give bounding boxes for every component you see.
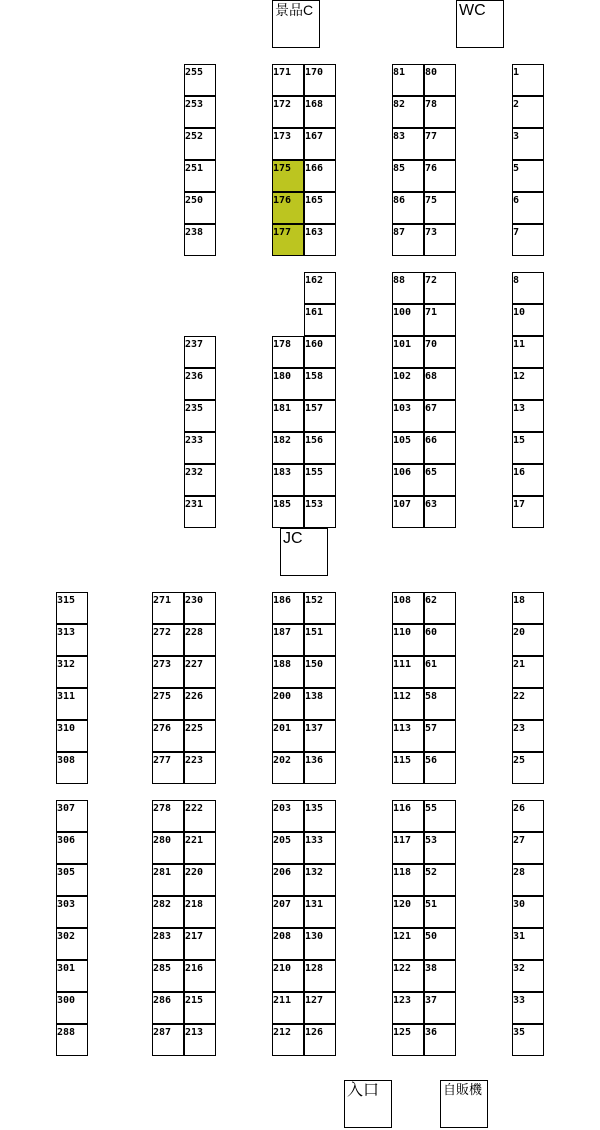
booth-37[interactable]: 37 <box>424 992 456 1024</box>
booth-235[interactable]: 235 <box>184 400 216 432</box>
booth-111[interactable]: 111 <box>392 656 424 688</box>
booth-283[interactable]: 283 <box>152 928 184 960</box>
booth-32[interactable]: 32 <box>512 960 544 992</box>
booth-11[interactable]: 11 <box>512 336 544 368</box>
booth-217[interactable]: 217 <box>184 928 216 960</box>
booth-313[interactable]: 313 <box>56 624 88 656</box>
booth-1[interactable]: 1 <box>512 64 544 96</box>
booth-61[interactable]: 61 <box>424 656 456 688</box>
booth-101[interactable]: 101 <box>392 336 424 368</box>
booth-182[interactable]: 182 <box>272 432 304 464</box>
booth-125[interactable]: 125 <box>392 1024 424 1056</box>
booth-230[interactable]: 230 <box>184 592 216 624</box>
booth-60[interactable]: 60 <box>424 624 456 656</box>
booth-130[interactable]: 130 <box>304 928 336 960</box>
booth-308[interactable]: 308 <box>56 752 88 784</box>
booth-105[interactable]: 105 <box>392 432 424 464</box>
booth-118[interactable]: 118 <box>392 864 424 896</box>
booth-81[interactable]: 81 <box>392 64 424 96</box>
booth-36[interactable]: 36 <box>424 1024 456 1056</box>
booth-122[interactable]: 122 <box>392 960 424 992</box>
prize-corner-label: 景品C <box>272 0 320 48</box>
booth-10[interactable]: 10 <box>512 304 544 336</box>
booth-171[interactable]: 171 <box>272 64 304 96</box>
booth-237[interactable]: 237 <box>184 336 216 368</box>
booth-212[interactable]: 212 <box>272 1024 304 1056</box>
booth-75[interactable]: 75 <box>424 192 456 224</box>
booth-158[interactable]: 158 <box>304 368 336 400</box>
booth-80[interactable]: 80 <box>424 64 456 96</box>
booth-206[interactable]: 206 <box>272 864 304 896</box>
booth-85[interactable]: 85 <box>392 160 424 192</box>
booth-23[interactable]: 23 <box>512 720 544 752</box>
booth-272[interactable]: 272 <box>152 624 184 656</box>
booth-312[interactable]: 312 <box>56 656 88 688</box>
booth-255[interactable]: 255 <box>184 64 216 96</box>
booth-68[interactable]: 68 <box>424 368 456 400</box>
booth-86[interactable]: 86 <box>392 192 424 224</box>
booth-153[interactable]: 153 <box>304 496 336 528</box>
booth-188[interactable]: 188 <box>272 656 304 688</box>
booth-281[interactable]: 281 <box>152 864 184 896</box>
booth-50[interactable]: 50 <box>424 928 456 960</box>
booth-106[interactable]: 106 <box>392 464 424 496</box>
booth-275[interactable]: 275 <box>152 688 184 720</box>
booth-236[interactable]: 236 <box>184 368 216 400</box>
booth-180[interactable]: 180 <box>272 368 304 400</box>
booth-22[interactable]: 22 <box>512 688 544 720</box>
booth-223[interactable]: 223 <box>184 752 216 784</box>
booth-58[interactable]: 58 <box>424 688 456 720</box>
booth-127[interactable]: 127 <box>304 992 336 1024</box>
booth-83[interactable]: 83 <box>392 128 424 160</box>
booth-128[interactable]: 128 <box>304 960 336 992</box>
booth-110[interactable]: 110 <box>392 624 424 656</box>
booth-107[interactable]: 107 <box>392 496 424 528</box>
booth-228[interactable]: 228 <box>184 624 216 656</box>
booth-150[interactable]: 150 <box>304 656 336 688</box>
booth-156[interactable]: 156 <box>304 432 336 464</box>
booth-185[interactable]: 185 <box>272 496 304 528</box>
booth-35[interactable]: 35 <box>512 1024 544 1056</box>
booth-303[interactable]: 303 <box>56 896 88 928</box>
booth-288[interactable]: 288 <box>56 1024 88 1056</box>
booth-282[interactable]: 282 <box>152 896 184 928</box>
booth-12[interactable]: 12 <box>512 368 544 400</box>
booth-26[interactable]: 26 <box>512 800 544 832</box>
booth-187[interactable]: 187 <box>272 624 304 656</box>
booth-25[interactable]: 25 <box>512 752 544 784</box>
booth-226[interactable]: 226 <box>184 688 216 720</box>
booth-136[interactable]: 136 <box>304 752 336 784</box>
booth-131[interactable]: 131 <box>304 896 336 928</box>
booth-66[interactable]: 66 <box>424 432 456 464</box>
booth-253[interactable]: 253 <box>184 96 216 128</box>
booth-30[interactable]: 30 <box>512 896 544 928</box>
booth-227[interactable]: 227 <box>184 656 216 688</box>
booth-208[interactable]: 208 <box>272 928 304 960</box>
booth-5[interactable]: 5 <box>512 160 544 192</box>
booth-271[interactable]: 271 <box>152 592 184 624</box>
booth-168[interactable]: 168 <box>304 96 336 128</box>
booth-273[interactable]: 273 <box>152 656 184 688</box>
booth-213[interactable]: 213 <box>184 1024 216 1056</box>
vending-machine-label: 自販機 <box>440 1080 488 1128</box>
booth-13[interactable]: 13 <box>512 400 544 432</box>
booth-73[interactable]: 73 <box>424 224 456 256</box>
booth-231[interactable]: 231 <box>184 496 216 528</box>
booth-222[interactable]: 222 <box>184 800 216 832</box>
booth-151[interactable]: 151 <box>304 624 336 656</box>
booth-207[interactable]: 207 <box>272 896 304 928</box>
booth-57[interactable]: 57 <box>424 720 456 752</box>
booth-56[interactable]: 56 <box>424 752 456 784</box>
booth-123[interactable]: 123 <box>392 992 424 1024</box>
booth-152[interactable]: 152 <box>304 592 336 624</box>
booth-175[interactable]: 175 <box>272 160 304 192</box>
booth-302[interactable]: 302 <box>56 928 88 960</box>
booth-205[interactable]: 205 <box>272 832 304 864</box>
booth-300[interactable]: 300 <box>56 992 88 1024</box>
booth-126[interactable]: 126 <box>304 1024 336 1056</box>
booth-117[interactable]: 117 <box>392 832 424 864</box>
booth-76[interactable]: 76 <box>424 160 456 192</box>
booth-167[interactable]: 167 <box>304 128 336 160</box>
booth-62[interactable]: 62 <box>424 592 456 624</box>
booth-178[interactable]: 178 <box>272 336 304 368</box>
booth-181[interactable]: 181 <box>272 400 304 432</box>
booth-70[interactable]: 70 <box>424 336 456 368</box>
booth-155[interactable]: 155 <box>304 464 336 496</box>
booth-307[interactable]: 307 <box>56 800 88 832</box>
booth-17[interactable]: 17 <box>512 496 544 528</box>
booth-132[interactable]: 132 <box>304 864 336 896</box>
booth-278[interactable]: 278 <box>152 800 184 832</box>
booth-63[interactable]: 63 <box>424 496 456 528</box>
booth-28[interactable]: 28 <box>512 864 544 896</box>
booth-53[interactable]: 53 <box>424 832 456 864</box>
booth-172[interactable]: 172 <box>272 96 304 128</box>
booth-173[interactable]: 173 <box>272 128 304 160</box>
booth-67[interactable]: 67 <box>424 400 456 432</box>
booth-286[interactable]: 286 <box>152 992 184 1024</box>
booth-211[interactable]: 211 <box>272 992 304 1024</box>
booth-16[interactable]: 16 <box>512 464 544 496</box>
booth-72[interactable]: 72 <box>424 272 456 304</box>
booth-280[interactable]: 280 <box>152 832 184 864</box>
booth-177[interactable]: 177 <box>272 224 304 256</box>
booth-162[interactable]: 162 <box>304 272 336 304</box>
booth-138[interactable]: 138 <box>304 688 336 720</box>
booth-176[interactable]: 176 <box>272 192 304 224</box>
booth-52[interactable]: 52 <box>424 864 456 896</box>
booth-183[interactable]: 183 <box>272 464 304 496</box>
booth-203[interactable]: 203 <box>272 800 304 832</box>
booth-102[interactable]: 102 <box>392 368 424 400</box>
booth-88[interactable]: 88 <box>392 272 424 304</box>
booth-2[interactable]: 2 <box>512 96 544 128</box>
entrance-label: 入口 <box>344 1080 392 1128</box>
booth-65[interactable]: 65 <box>424 464 456 496</box>
booth-310[interactable]: 310 <box>56 720 88 752</box>
booth-221[interactable]: 221 <box>184 832 216 864</box>
booth-112[interactable]: 112 <box>392 688 424 720</box>
booth-305[interactable]: 305 <box>56 864 88 896</box>
booth-165[interactable]: 165 <box>304 192 336 224</box>
booth-38[interactable]: 38 <box>424 960 456 992</box>
booth-285[interactable]: 285 <box>152 960 184 992</box>
booth-218[interactable]: 218 <box>184 896 216 928</box>
booth-210[interactable]: 210 <box>272 960 304 992</box>
booth-77[interactable]: 77 <box>424 128 456 160</box>
booth-311[interactable]: 311 <box>56 688 88 720</box>
booth-250[interactable]: 250 <box>184 192 216 224</box>
booth-306[interactable]: 306 <box>56 832 88 864</box>
booth-20[interactable]: 20 <box>512 624 544 656</box>
booth-121[interactable]: 121 <box>392 928 424 960</box>
wc-label: WC <box>456 0 504 48</box>
booth-51[interactable]: 51 <box>424 896 456 928</box>
booth-287[interactable]: 287 <box>152 1024 184 1056</box>
booth-161[interactable]: 161 <box>304 304 336 336</box>
booth-8[interactable]: 8 <box>512 272 544 304</box>
booth-115[interactable]: 115 <box>392 752 424 784</box>
booth-201[interactable]: 201 <box>272 720 304 752</box>
booth-55[interactable]: 55 <box>424 800 456 832</box>
booth-166[interactable]: 166 <box>304 160 336 192</box>
booth-87[interactable]: 87 <box>392 224 424 256</box>
booth-251[interactable]: 251 <box>184 160 216 192</box>
booth-238[interactable]: 238 <box>184 224 216 256</box>
booth-277[interactable]: 277 <box>152 752 184 784</box>
booth-163[interactable]: 163 <box>304 224 336 256</box>
booth-137[interactable]: 137 <box>304 720 336 752</box>
booth-71[interactable]: 71 <box>424 304 456 336</box>
booth-157[interactable]: 157 <box>304 400 336 432</box>
booth-252[interactable]: 252 <box>184 128 216 160</box>
booth-315[interactable]: 315 <box>56 592 88 624</box>
booth-7[interactable]: 7 <box>512 224 544 256</box>
booth-3[interactable]: 3 <box>512 128 544 160</box>
booth-103[interactable]: 103 <box>392 400 424 432</box>
booth-233[interactable]: 233 <box>184 432 216 464</box>
booth-133[interactable]: 133 <box>304 832 336 864</box>
booth-116[interactable]: 116 <box>392 800 424 832</box>
booth-135[interactable]: 135 <box>304 800 336 832</box>
booth-225[interactable]: 225 <box>184 720 216 752</box>
booth-215[interactable]: 215 <box>184 992 216 1024</box>
booth-78[interactable]: 78 <box>424 96 456 128</box>
booth-113[interactable]: 113 <box>392 720 424 752</box>
booth-21[interactable]: 21 <box>512 656 544 688</box>
booth-100[interactable]: 100 <box>392 304 424 336</box>
booth-232[interactable]: 232 <box>184 464 216 496</box>
booth-82[interactable]: 82 <box>392 96 424 128</box>
booth-220[interactable]: 220 <box>184 864 216 896</box>
booth-202[interactable]: 202 <box>272 752 304 784</box>
booth-33[interactable]: 33 <box>512 992 544 1024</box>
booth-31[interactable]: 31 <box>512 928 544 960</box>
jc-label: JC <box>280 528 328 576</box>
booth-6[interactable]: 6 <box>512 192 544 224</box>
booth-186[interactable]: 186 <box>272 592 304 624</box>
booth-18[interactable]: 18 <box>512 592 544 624</box>
booth-200[interactable]: 200 <box>272 688 304 720</box>
booth-120[interactable]: 120 <box>392 896 424 928</box>
booth-301[interactable]: 301 <box>56 960 88 992</box>
booth-27[interactable]: 27 <box>512 832 544 864</box>
booth-108[interactable]: 108 <box>392 592 424 624</box>
booth-276[interactable]: 276 <box>152 720 184 752</box>
booth-170[interactable]: 170 <box>304 64 336 96</box>
booth-160[interactable]: 160 <box>304 336 336 368</box>
booth-15[interactable]: 15 <box>512 432 544 464</box>
booth-216[interactable]: 216 <box>184 960 216 992</box>
